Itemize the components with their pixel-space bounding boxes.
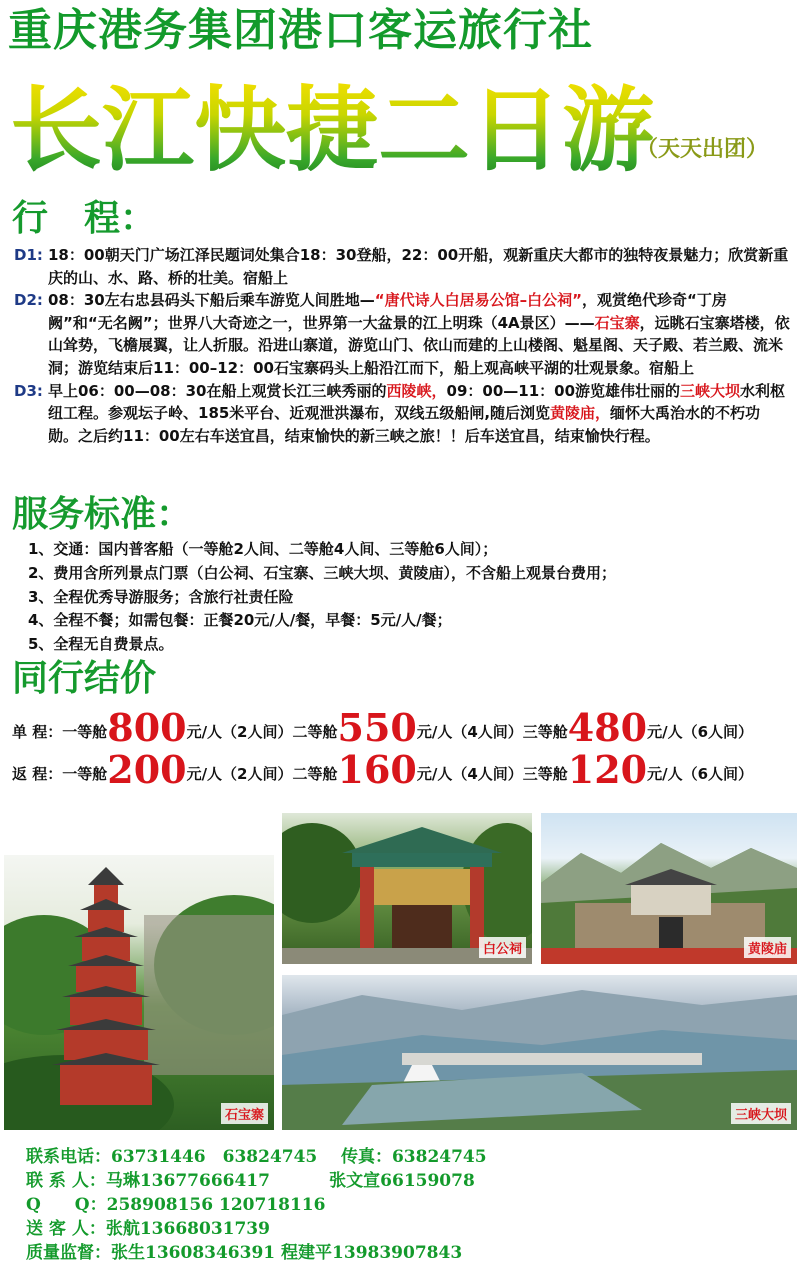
- highlight-dam: 三峡大坝: [680, 381, 741, 400]
- day-text: 18：00朝天门广场江泽民题词处集合18：30登船，22：00开船，观新重庆大都市的独特夜景魅力；欣赏新重庆的山、水、路、桥的壮美。宿船上: [48, 246, 789, 287]
- price-unit: 元/人（2人间）: [186, 723, 293, 741]
- itinerary-day: [8, 289, 790, 379]
- photo-huanglingmiao: [541, 813, 797, 964]
- photo-caption: 白公祠: [479, 937, 526, 958]
- highlight-baigongci: “唐代诗人白居易公馆–白公祠”: [374, 291, 582, 310]
- phone-numbers: 63731446 63824745: [111, 1147, 318, 1167]
- cabin-label: 三等舱: [522, 765, 568, 783]
- contact-guide-line: [26, 1217, 487, 1241]
- day-text: ，观赏绝代珍奇“丁房阙”和“无名阙”；世界八大奇迹之一，世界第一大盆景的江上明珠（4A景区）——: [48, 291, 727, 332]
- highlight-shibaozhai: 石宝寨: [594, 313, 640, 332]
- day-text: 水利枢纽工程。参观坛子岭、185米平台、近观泄洪瀑布，双线五级船闸,随后浏览: [48, 381, 786, 423]
- qq-label: Q Q：: [26, 1195, 107, 1215]
- day-label: D3:: [14, 381, 43, 400]
- price-amount: 160: [337, 747, 417, 792]
- photo-caption: 黄陵庙: [744, 937, 791, 958]
- day-label: D1:: [14, 246, 43, 264]
- price-amount: 800: [107, 705, 187, 750]
- price-row-oneway: [12, 706, 753, 750]
- day-label: D2:: [14, 291, 43, 310]
- price-unit: 元/人（4人间）: [416, 765, 523, 783]
- service-heading: 服务标准：: [12, 494, 193, 535]
- service-item: 5、全程无自费景点。: [28, 635, 174, 654]
- itinerary-list: [8, 244, 790, 447]
- quality-persons: 张生13608346391 程建平13983907843: [111, 1243, 463, 1263]
- pricing-heading: 同行结价: [12, 658, 157, 699]
- row-label: 单 程：: [12, 723, 63, 741]
- cabin-label: 三等舱: [522, 723, 568, 741]
- service-list: [28, 538, 616, 657]
- fax-label: 传真：: [340, 1147, 392, 1167]
- cabin-label: 一等舱: [62, 765, 108, 783]
- highlight-huanglingmiao: 黄陵庙，: [550, 404, 611, 423]
- price-row-return: [12, 748, 753, 792]
- daily-departure-badge: （天天出团）: [636, 137, 769, 162]
- agency-name: 重庆港务集团港口客运旅行社: [8, 5, 593, 56]
- contact-qq-line: [26, 1193, 487, 1217]
- price-unit: 元/人（6人间）: [647, 723, 754, 741]
- quality-label: 质量监督：: [26, 1243, 111, 1263]
- cabin-label: 一等舱: [62, 723, 108, 741]
- contact-quality-line: [26, 1241, 487, 1265]
- price-unit: 元/人（4人间）: [416, 723, 523, 741]
- qq-numbers: 258908156 120718116: [106, 1195, 326, 1215]
- guide-label: 送 客 人：: [26, 1219, 106, 1239]
- highlight-xilingxia: 西陵峡，: [386, 381, 447, 400]
- dam-illustration: [282, 975, 797, 1130]
- itinerary-day: [8, 380, 790, 448]
- photo-baigongci: [282, 813, 532, 964]
- row-label: 返 程：: [12, 765, 63, 783]
- photo-three-gorges-dam: [282, 975, 797, 1130]
- service-item: 4、全程不餐；如需包餐：正餐20元/人/餐，早餐：5元/人/餐；: [28, 611, 452, 630]
- photo-shibaozhai: [4, 855, 274, 1130]
- guide-person: 张航13668031739: [105, 1219, 270, 1239]
- person-label: 联 系 人：: [26, 1171, 106, 1191]
- pagoda-illustration: [4, 855, 274, 1130]
- price-amount: 550: [337, 705, 417, 750]
- day-text: 缅怀大禹治水的不朽功勋。之后约11：00左右车送宜昌，结束愉快的新三峡之旅！！后车送宜昌，结束愉快行程。: [48, 404, 761, 445]
- contact-phone-line: [26, 1145, 487, 1169]
- cabin-label: 二等舱: [292, 723, 338, 741]
- price-amount: 480: [567, 705, 648, 750]
- price-unit: 元/人（6人间）: [647, 765, 754, 783]
- contact-person-line: [26, 1169, 487, 1193]
- tour-title: 长江快捷二日游: [10, 77, 655, 184]
- price-amount: 200: [107, 747, 187, 792]
- contact-person-2: 张文宣66159078: [329, 1171, 475, 1191]
- phone-label: 联系电话：: [26, 1147, 111, 1167]
- day-text: ，远眺石宝寨塔楼，依山耸势，飞檐展翼，让人折服。沿进山寨道，游览山门、依山而建的上山楼阁、魁星阁、天子殿、若兰殿、流米洞；游览结束后11：00–12：00石宝寨码头上船沿江而下，船上观高峡平湖的壮观景象。宿船上: [48, 313, 790, 377]
- service-item: 2、费用含所列景点门票（白公祠、石宝寨、三峡大坝、黄陵庙），不含船上观景台费用；: [28, 563, 616, 582]
- service-item: 3、全程优秀导游服务；含旅行社责任险: [28, 587, 294, 606]
- day-text: 09：00—11：00游览雄伟壮丽的: [446, 381, 681, 400]
- price-unit: 元/人（2人间）: [186, 765, 293, 783]
- day-text: 08：30左右忠县码头下船后乘车游览人间胜地—: [48, 291, 375, 310]
- itinerary-heading: 行 程：: [12, 198, 157, 239]
- service-item: 1、交通：国内普客船（一等舱2人间、二等舱4人间、三等舱6人间）；: [28, 540, 498, 558]
- contact-block: [26, 1145, 487, 1265]
- fax-number: 63824745: [391, 1147, 487, 1167]
- contact-person-1: 马琳13677666417: [105, 1171, 270, 1191]
- photo-caption: 三峡大坝: [731, 1103, 791, 1124]
- cabin-label: 二等舱: [292, 765, 338, 783]
- photo-caption: 石宝寨: [221, 1103, 268, 1124]
- day-text: 早上06：00—08：30在船上观赏长江三峡秀丽的: [48, 381, 387, 400]
- price-amount: 120: [567, 747, 648, 792]
- itinerary-day: [8, 244, 790, 289]
